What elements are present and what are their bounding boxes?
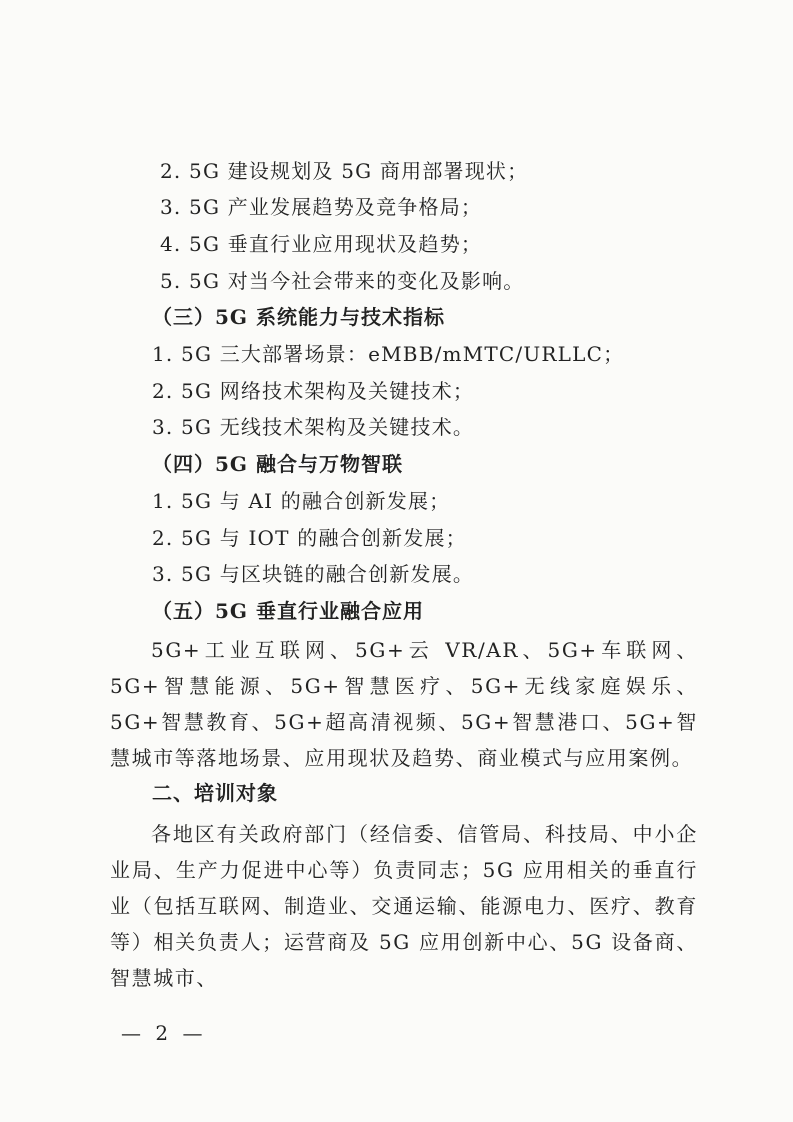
section-heading: 二、培训对象 <box>152 781 278 805</box>
list-item: 3. 5G 产业发展趋势及竞争格局； <box>160 195 483 219</box>
applications-paragraph: 5G+工业互联网、5G+云 VR/AR、5G+车联网、5G+智慧能源、5G+智慧医疗、5G+无线家庭娱乐、5G+智慧教育、5G+超高清视频、5G+智慧港口、5G+智慧城市等落地场景、应用现状及趋势、商业模式与应用案例。 <box>110 638 698 770</box>
subsection-heading: （五）5G 垂直行业融合应用 <box>152 599 424 623</box>
page-number: — 2 — <box>121 1021 207 1045</box>
list-item: 1. 5G 三大部署场景：eMBB/mMTC/URLLC； <box>152 342 625 366</box>
list-item: 2. 5G 建设规划及 5G 商用部署现状； <box>160 159 529 183</box>
list-item: 5. 5G 对当今社会带来的变化及影响。 <box>160 269 525 293</box>
subsection-heading: （四）5G 融合与万物智联 <box>152 452 403 476</box>
training-targets-paragraph: 各地区有关政府部门（经信委、信管局、科技局、中小企业局、生产力促进中心等）负责同志；5G 应用相关的垂直行业（包括互联网、制造业、交通运输、能源电力、医疗、教育等）相关负责人；运营商及 5G 应用创新中心、5G 设备商、智慧城市、 <box>110 822 698 990</box>
list-item: 3. 5G 无线技术架构及关键技术。 <box>152 415 475 439</box>
list-item: 2. 5G 与 IOT 的融合创新发展； <box>152 526 467 550</box>
subsection-heading: （三）5G 系统能力与技术指标 <box>152 305 445 329</box>
list-item: 4. 5G 垂直行业应用现状及趋势； <box>160 232 483 256</box>
list-item: 1. 5G 与 AI 的融合创新发展； <box>152 489 451 513</box>
list-item: 3. 5G 与区块链的融合创新发展。 <box>152 562 475 586</box>
list-item: 2. 5G 网络技术架构及关键技术； <box>152 379 475 403</box>
